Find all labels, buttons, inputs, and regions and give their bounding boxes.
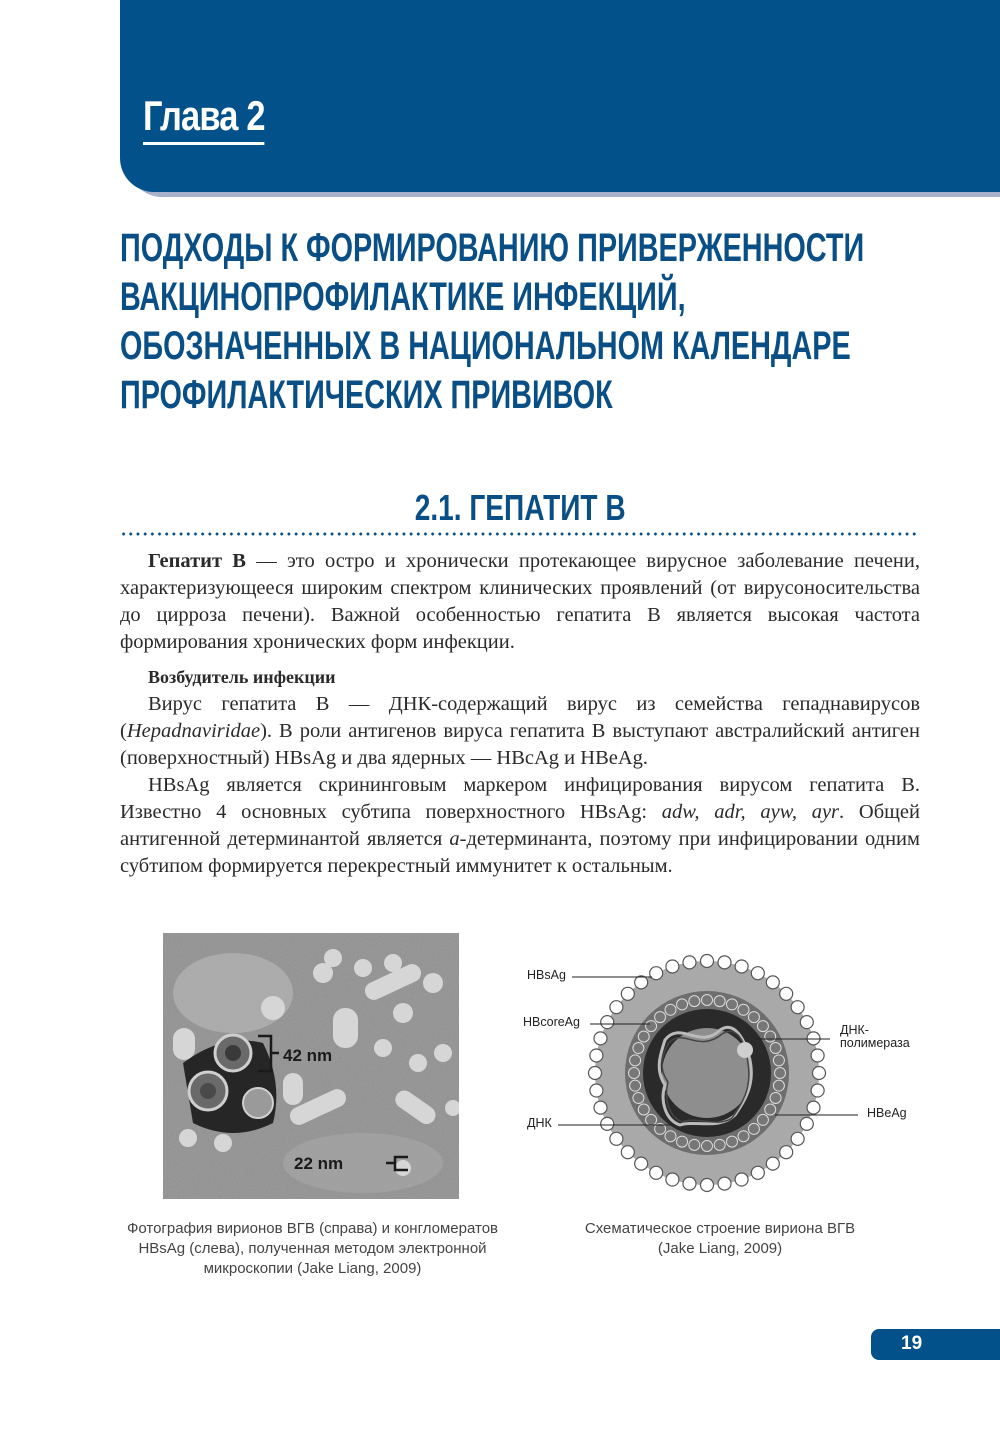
chapter-title-line: ВАКЦИНОПРОФИЛАКТИКЕ ИНФЕКЦИЙ, [120,275,686,319]
chapter-title-line: ОБОЗНАЧЕННЫХ В НАЦИОНАЛЬНОМ КАЛЕНДАРЕ [120,324,851,368]
scale-label-22nm: 22 nm [294,1154,344,1173]
page-number-tab [871,1329,1000,1360]
scale-label-42nm: 42 nm [283,1046,333,1065]
chapter-title [120,224,865,420]
electron-micrograph-image [163,933,459,1199]
subheading-pathogen: Возбудитель инфекции [148,667,336,687]
label-hbeag: HBeAg [867,1106,907,1120]
section-title: 2.1. ГЕПАТИТ В [414,487,626,528]
schematic-caption: Схематическое строение вириона ВГВ (Jake Liang, 2009) [584,1220,856,1257]
body-text [120,548,920,880]
photo-caption: Фотография вирионов ВГВ (справа) и конгломератов HBsAg (слева), полученная методом электронной микроскопии (Jake Liang, 2009) [126,1220,499,1277]
paragraph-hbsag: HBsAg является скрининговым маркером инфицирования вирусом гепатита В. Известно 4 основных субтипа поверхностного HBsAg: adw, adr, ayw, ayr. Общей антигенной детерминантой является а-детерминанта, поэтому при инфицировании одним субтипом формируется перекрестный иммунитет к остальным. [120,774,921,877]
term-hepatitis-b: Гепатит В [148,550,246,572]
chapter-title-line: ПРОФИЛАКТИЧЕСКИХ ПРИВИВОК [120,373,613,417]
dotted-divider [120,532,920,536]
paragraph-virus: Вирус гепатита В — ДНК-содержащий вирус из семейства гепаднавирусов (Hepadnaviridae). В роли антигенов вируса гепатита В выступают австралийский антиген (поверхностный) HBsAg и два ядерных — HBcAg и HBeAg. [120,693,920,769]
section-heading [120,487,920,529]
label-dna-polymerase-2: полимераза [840,1036,910,1050]
chapter-title-line: ПОДХОДЫ К ФОРМИРОВАНИЮ ПРИВЕРЖЕННОСТИ [120,226,865,270]
page-number: 19 [901,1333,923,1354]
label-dna-polymerase-1: ДНК- [840,1023,869,1037]
chapter-label: Глава 2 [143,92,265,145]
label-hbcoreag: HBcoreAg [523,1015,580,1029]
label-dna: ДНК [527,1116,552,1130]
virion-schematic-diagram [500,940,940,1210]
label-hbsag: HBsAg [527,968,566,982]
paragraph-intro: Гепатит В — это остро и хронически протекающее вирусное заболевание печени, характеризующееся широким спектром клинических проявлений (от вирусоносительства до цирроза печени). Важной особенностью гепатита В является высокая частота формирования хронических форм инфекции. [120,550,920,653]
